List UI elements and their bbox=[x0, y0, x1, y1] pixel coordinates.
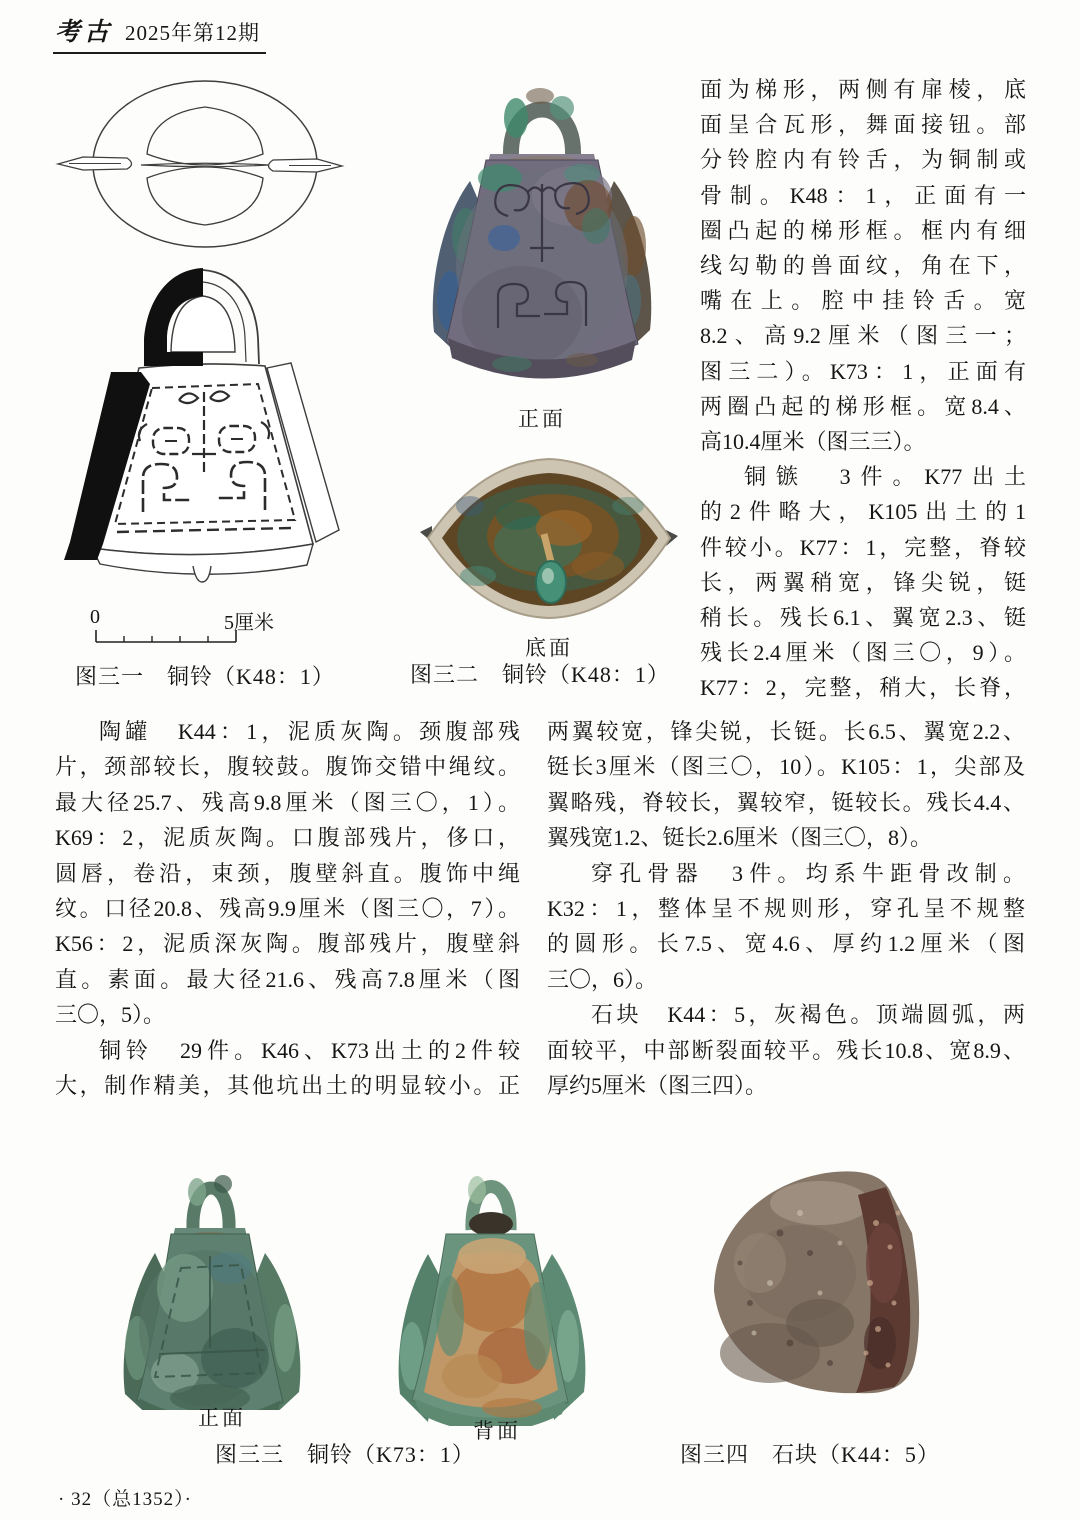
text-line: 两翼较宽，锋尖锐，长铤。长6.5、翼宽2.2、 bbox=[547, 719, 1025, 744]
figure-32-caption: 图三二 铜铃（K48：1） bbox=[410, 662, 670, 687]
text-line: 稍长。残长6.1、翼宽2.3、铤 bbox=[700, 605, 1026, 631]
figure-33-caption: 图三三 铜铃（K73：1） bbox=[215, 1442, 475, 1467]
page-header bbox=[53, 12, 266, 48]
text-column-mid-left bbox=[55, 714, 520, 1103]
scale-bar bbox=[95, 628, 237, 644]
text-line: 直。素面。最大径21.6、残高7.8厘米（图 bbox=[55, 966, 520, 992]
text-line: K77：2，完整，稍大，长脊， bbox=[700, 675, 1026, 701]
text-line: 最大径25.7、残高9.8厘米（图三〇，1）。 bbox=[55, 789, 520, 815]
text-line: 铤长3厘米（图三〇，10）。K105：1，尖部及 bbox=[547, 754, 1025, 780]
text-line: 圈凸起的梯形框。框内有细 bbox=[700, 217, 1026, 243]
text-line: 8.2、高9.2厘米（图三一； bbox=[700, 323, 1026, 349]
text-column-mid-right bbox=[547, 714, 1025, 1103]
fig32-front-label: 正面 bbox=[518, 407, 566, 431]
text-line: 大，制作精美，其他坑出土的明显较小。正 bbox=[55, 1073, 520, 1099]
bell-bottom-photo bbox=[418, 446, 680, 632]
scale-zero-label: 0 bbox=[90, 606, 100, 628]
text-line: 面呈合瓦形，舞面接钮。部 bbox=[700, 112, 1026, 138]
bell-top-view-drawing bbox=[55, 76, 345, 254]
figure-34-caption: 图三四 石块（K44：5） bbox=[680, 1442, 940, 1467]
text-line: 骨制。K48：1，正面有一 bbox=[700, 182, 1026, 208]
scale-end-label: 5厘米 bbox=[224, 612, 274, 634]
text-line: 穿孔骨器 3件。均系牛距骨改制。 bbox=[591, 860, 1025, 886]
text-line: 三〇，5）。 bbox=[55, 1002, 166, 1028]
text-line: 的2件略大，K105出土的1 bbox=[700, 499, 1026, 525]
text-line: 的圆形。长7.5、宽4.6、厚约1.2厘米（图 bbox=[547, 931, 1025, 957]
header-rule bbox=[53, 21, 266, 54]
text-line: 分铃腔内有铃舌，为铜制或 bbox=[700, 147, 1026, 173]
text-line: 面为梯形，两侧有扉棱，底 bbox=[700, 77, 1026, 102]
text-column-top-right bbox=[700, 72, 1026, 706]
text-line: 高10.4厘米（图三三）。 bbox=[700, 429, 926, 455]
text-line: 三〇，6）。 bbox=[547, 966, 658, 992]
text-line: 铜镞 3件。K77出土 bbox=[744, 464, 1026, 490]
text-line: 两圈凸起的梯形框。宽8.4、 bbox=[700, 393, 1026, 419]
bell-k73-front-photo bbox=[85, 1148, 335, 1410]
text-line: 圆唇，卷沿，束颈，腹壁斜直。腹饰中绳 bbox=[55, 860, 520, 886]
issue-label: 2025年第12期 bbox=[125, 21, 261, 45]
fig33-back-label: 背面 bbox=[473, 1419, 521, 1443]
text-line: 面较平，中部断裂面较平。残长10.8、宽8.9、 bbox=[547, 1037, 1025, 1063]
text-line: 陶罐 K44：1，泥质灰陶。颈腹部残 bbox=[99, 719, 520, 744]
text-line: 翼残宽1.2、铤长2.6厘米（图三〇，8）。 bbox=[547, 825, 933, 851]
fig33-front-label: 正面 bbox=[198, 1406, 246, 1430]
text-line: 铜铃 29件。K46、K73出土的2件较 bbox=[99, 1037, 520, 1063]
bell-front-photo bbox=[392, 66, 692, 398]
text-line: K32：1，整体呈不规则形，穿孔呈不规整 bbox=[547, 896, 1025, 922]
bell-k73-back-photo bbox=[362, 1146, 618, 1426]
text-line: 厚约5厘米（图三四）。 bbox=[547, 1073, 768, 1099]
text-line: 翼略残，脊较长，翼较窄，铤较长。残长4.4、 bbox=[547, 789, 1025, 815]
stone-photo bbox=[680, 1143, 955, 1415]
text-line: 长，两翼稍宽，锋尖锐，铤 bbox=[700, 569, 1026, 595]
text-line: 残长2.4厘米（图三〇，9）。 bbox=[700, 640, 1026, 666]
text-line: 线勾勒的兽面纹，角在下， bbox=[700, 253, 1026, 279]
text-line: 片，颈部较长，腹较鼓。腹饰交错中绳纹。 bbox=[55, 754, 520, 780]
fig32-bottom-label: 底面 bbox=[525, 636, 573, 660]
text-line: 嘴在上。腔中挂铃舌。宽 bbox=[700, 288, 1026, 314]
journal-logo: 考古 bbox=[55, 19, 114, 46]
text-line: 石块 K44：5，灰褐色。顶端圆弧，两 bbox=[591, 1002, 1025, 1028]
text-line: 图三二）。K73：1，正面有 bbox=[700, 358, 1026, 384]
figure-31-caption: 图三一 铜铃（K48：1） bbox=[75, 664, 335, 689]
text-line: K56：2，泥质深灰陶。腹部残片，腹壁斜 bbox=[55, 931, 520, 957]
page-number: · 32（总1352）· bbox=[58, 1489, 192, 1510]
text-line: 纹。口径20.8、残高9.9厘米（图三〇，7）。 bbox=[55, 896, 520, 922]
text-line: K69：2，泥质灰陶。口腹部残片，侈口， bbox=[55, 825, 520, 851]
text-line: 件较小。K77：1，完整，脊较 bbox=[700, 534, 1026, 560]
bell-side-view-drawing bbox=[53, 258, 345, 602]
